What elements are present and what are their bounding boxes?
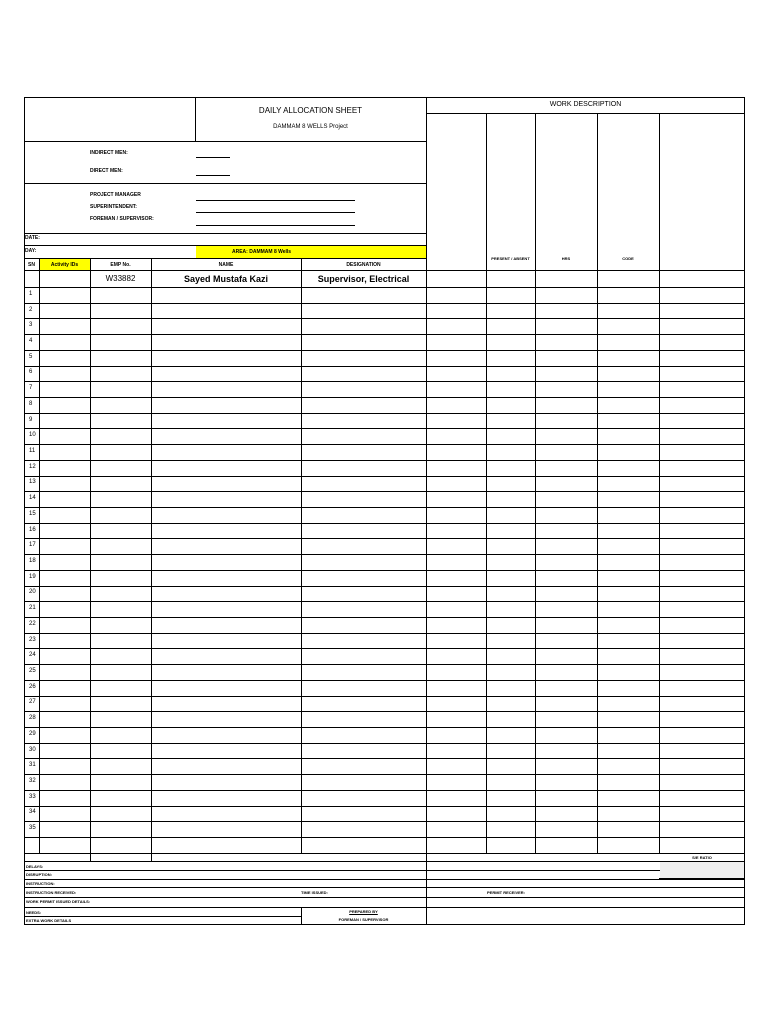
foreman-label: FOREMAN / SUPERVISOR: <box>90 216 154 222</box>
row-line <box>24 444 745 445</box>
date-label: DATE: <box>25 235 40 241</box>
row-number: 34 <box>29 809 36 815</box>
prepared-by-label: PREPARED BY <box>349 909 378 914</box>
instruction-label: INSTRUCTION: <box>26 881 55 886</box>
col-header-bottom <box>24 270 426 271</box>
col-hrs-left <box>535 113 536 853</box>
sr-ratio-label: S/E RATIO <box>692 855 712 860</box>
supervisor-designation: Supervisor, Electrical <box>317 274 410 284</box>
row-line <box>24 381 745 382</box>
row-line <box>24 821 745 822</box>
row-line <box>24 680 745 681</box>
col-emp-left <box>90 258 91 861</box>
row-number: 32 <box>29 778 36 784</box>
row-line <box>24 837 745 838</box>
row-number: 22 <box>29 621 36 627</box>
row-number: 15 <box>29 511 36 517</box>
footer-line-3 <box>24 879 745 880</box>
col-code-left <box>597 113 598 853</box>
project-manager-label: PROJECT MANAGER <box>90 192 141 198</box>
row-line <box>24 428 745 429</box>
hrs-header: HRS <box>561 256 571 261</box>
row-line <box>24 523 745 524</box>
delays-label: DELAYS: <box>26 864 44 869</box>
foreman-field[interactable] <box>196 225 355 226</box>
area-highlight <box>196 246 426 258</box>
needs-label: NEEDS: <box>26 910 42 915</box>
row-line <box>24 617 745 618</box>
footer-line-4 <box>24 887 745 888</box>
sheet-title: DAILY ALLOCATION SHEET <box>258 106 363 115</box>
row-line <box>24 397 745 398</box>
row-number: 14 <box>29 495 36 501</box>
indirect-men-label: INDIRECT MEN: <box>90 150 128 156</box>
sn-header: SN <box>28 262 35 268</box>
code-header: CODE <box>622 256 634 261</box>
row-number: 10 <box>29 432 36 438</box>
row-line <box>24 491 745 492</box>
row-line <box>24 350 745 351</box>
direct-men-field[interactable] <box>196 175 230 176</box>
row-line <box>24 507 745 508</box>
row-line <box>24 664 745 665</box>
indirect-men-field[interactable] <box>196 157 230 158</box>
sr-ratio-box[interactable] <box>660 862 744 878</box>
table-bottom <box>24 853 745 854</box>
frame-right <box>744 97 745 925</box>
row-number: 5 <box>29 354 33 360</box>
day-label: DAY: <box>25 248 37 254</box>
supervisor-emp-no: W33882 <box>105 274 136 283</box>
title-divider <box>195 97 196 141</box>
row-number: 11 <box>29 448 36 454</box>
row-number: 33 <box>29 794 36 800</box>
supervisor-name: Sayed Mustafa Kazi <box>183 274 269 284</box>
row-number: 26 <box>29 684 36 690</box>
row-line <box>24 476 745 477</box>
row-line <box>24 303 745 304</box>
row-number: 20 <box>29 589 36 595</box>
work-desc-line <box>426 113 745 114</box>
footer-line-5 <box>24 897 745 898</box>
row-number: 9 <box>29 417 33 423</box>
row-line <box>24 334 745 335</box>
extra-work-label: EXTRA WORK DETAILS <box>26 918 72 923</box>
row-number: 16 <box>29 527 36 533</box>
row-line <box>24 366 745 367</box>
footer-line-7 <box>24 916 301 917</box>
col-present-left <box>486 113 487 853</box>
row-number: 17 <box>29 542 36 548</box>
designation-header: DESIGNATION <box>346 262 381 268</box>
row-number: 1 <box>29 291 33 297</box>
row-line <box>24 727 745 728</box>
frame-top <box>24 97 745 98</box>
row-number: 3 <box>29 322 33 328</box>
disruption-label: DISRUPTION: <box>26 872 52 877</box>
row-number: 21 <box>29 605 36 611</box>
row-number: 7 <box>29 385 33 391</box>
roles-line <box>24 233 426 234</box>
row-number: 25 <box>29 668 36 674</box>
manpower-line <box>24 183 426 184</box>
work-desc-divider <box>426 97 427 925</box>
area-label: AREA: DAMMAM 8 Wells <box>232 249 292 255</box>
row-line <box>24 538 745 539</box>
name-header: NAME <box>218 262 234 268</box>
row-line <box>24 586 745 587</box>
footer-line-1 <box>24 861 745 862</box>
col-last-left <box>659 113 660 853</box>
row-number: 28 <box>29 715 36 721</box>
row-number: 8 <box>29 401 33 407</box>
row-line <box>24 711 745 712</box>
present-absent-header: PRESENT / ABSENT <box>491 256 530 261</box>
row-number: 31 <box>29 762 36 768</box>
row-number: 13 <box>29 479 36 485</box>
row-number: 23 <box>29 637 36 643</box>
superintendent-label: SUPERINTENDENT: <box>90 204 137 210</box>
row-number: 19 <box>29 574 36 580</box>
row-line <box>24 758 745 759</box>
row-number: 24 <box>29 652 36 658</box>
row-line <box>24 633 745 634</box>
work-description-title: WORK DESCRIPTION <box>549 101 622 108</box>
row-line <box>24 743 745 744</box>
col-activity-left <box>39 258 40 853</box>
frame-left <box>24 97 25 925</box>
row-number: 29 <box>29 731 36 737</box>
footer-line-2 <box>24 870 660 871</box>
row-line <box>24 318 745 319</box>
col-designation-left <box>301 258 302 853</box>
instruction-received-label: INSTRUCTION RECEIVED: <box>26 890 77 895</box>
row-line <box>24 696 745 697</box>
foreman-supervisor-label: FOREMAN / SUPERVISOR <box>338 917 389 922</box>
row-number: 27 <box>29 699 36 705</box>
row-line <box>24 554 745 555</box>
direct-men-label: DIRECT MEN: <box>90 168 123 174</box>
row-number: 6 <box>29 369 33 375</box>
emp-header: EMP No. <box>110 262 131 268</box>
row-number: 30 <box>29 747 36 753</box>
permit-receiver-label: PERMIT RECEIVER: <box>487 890 526 895</box>
row-number: 4 <box>29 338 33 344</box>
row-number: 18 <box>29 558 36 564</box>
frame-bottom <box>24 924 745 925</box>
col-name-left <box>151 258 152 861</box>
time-issued-label: TIME ISSUED: <box>301 890 328 895</box>
row-number: 35 <box>29 825 36 831</box>
row-line <box>24 460 745 461</box>
row-number: 2 <box>29 307 33 313</box>
row-line <box>24 648 745 649</box>
work-permit-label: WORK PERMIT ISSUED DETAILS: <box>26 899 91 904</box>
row-line <box>24 413 745 414</box>
work-desc-header-bottom <box>426 270 745 271</box>
superintendent-field[interactable] <box>196 212 355 213</box>
row-number: 12 <box>29 464 36 470</box>
row-line <box>24 790 745 791</box>
row-line <box>24 601 745 602</box>
supervisor-row-bottom <box>24 287 745 288</box>
row-line <box>24 774 745 775</box>
header-line <box>24 141 426 142</box>
row-line <box>24 806 745 807</box>
project-manager-field[interactable] <box>196 200 355 201</box>
project-name: DAMMAM 8 WELLS Project <box>273 124 348 130</box>
row-line <box>24 570 745 571</box>
activity-header: Activity IDs <box>50 262 79 268</box>
footer-line-6 <box>24 907 745 908</box>
